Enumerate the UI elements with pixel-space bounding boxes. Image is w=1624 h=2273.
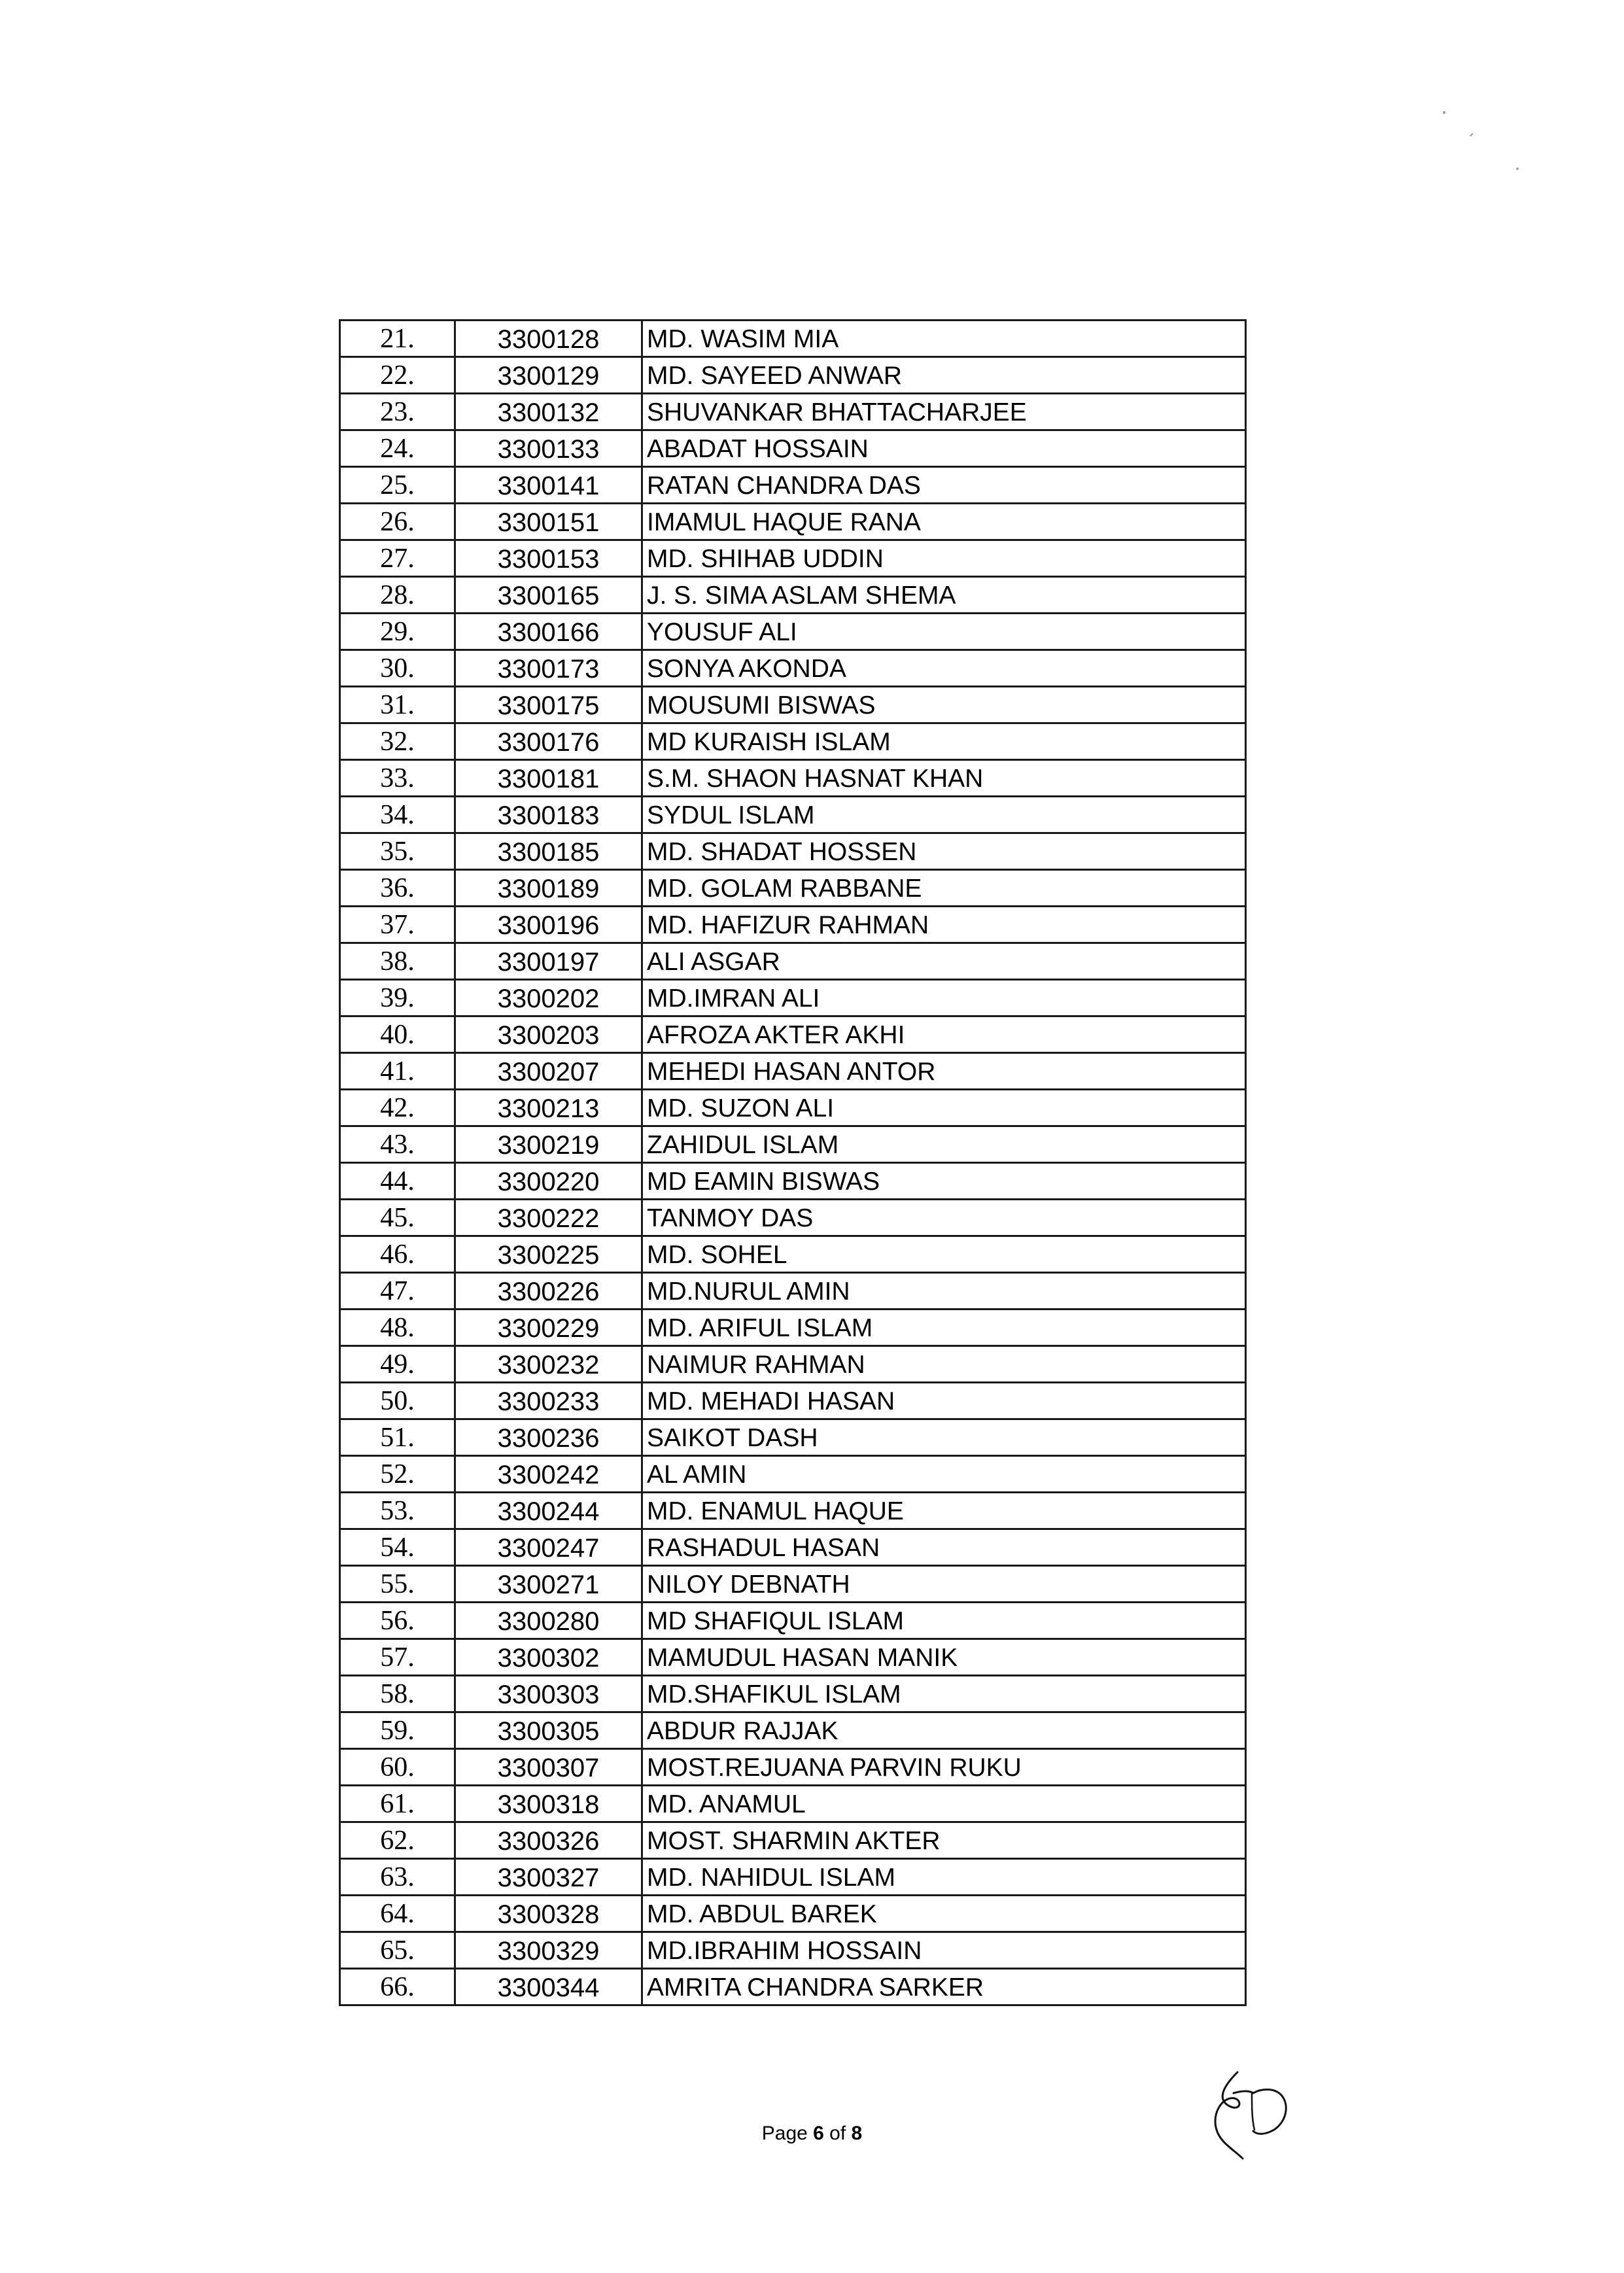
candidate-name-cell: MOST. SHARMIN AKTER — [642, 1822, 1246, 1859]
serial-number-cell: 47. — [340, 1273, 455, 1310]
serial-number-cell: 58. — [340, 1676, 455, 1712]
roll-number-cell: 3300244 — [455, 1493, 642, 1529]
candidate-name-cell: SHUVANKAR BHATTACHARJEE — [642, 394, 1246, 430]
candidate-name-cell: MD. HAFIZUR RAHMAN — [642, 907, 1246, 943]
candidate-name-cell: MD. GOLAM RABBANE — [642, 870, 1246, 907]
result-table — [339, 319, 1247, 2006]
candidate-name-cell: NILOY DEBNATH — [642, 1566, 1246, 1603]
table-row — [340, 1090, 1246, 1126]
table-row — [340, 1676, 1246, 1712]
candidate-name-cell: YOUSUF ALI — [642, 614, 1246, 650]
roll-number-cell: 3300242 — [455, 1456, 642, 1493]
serial-number-cell: 42. — [340, 1090, 455, 1126]
table-row — [340, 1053, 1246, 1090]
serial-number-cell: 34. — [340, 797, 455, 833]
roll-number-cell: 3300153 — [455, 540, 642, 577]
candidate-name-cell: MD. WASIM MIA — [642, 321, 1246, 357]
serial-number-cell: 29. — [340, 614, 455, 650]
table-row — [340, 1273, 1246, 1310]
serial-number-cell: 44. — [340, 1163, 455, 1200]
candidate-name-cell: MD. SHIHAB UDDIN — [642, 540, 1246, 577]
table-row — [340, 1419, 1246, 1456]
candidate-name-cell: SAIKOT DASH — [642, 1419, 1246, 1456]
roll-number-cell: 3300229 — [455, 1310, 642, 1346]
roll-number-cell: 3300318 — [455, 1786, 642, 1822]
page-current-number: 6 — [813, 2123, 824, 2144]
page-label-of: of — [823, 2123, 852, 2144]
signature-icon — [1197, 2067, 1302, 2165]
roll-number-cell: 3300305 — [455, 1712, 642, 1749]
roll-number-cell: 3300328 — [455, 1896, 642, 1932]
serial-number-cell: 21. — [340, 321, 455, 357]
candidate-name-cell: IMAMUL HAQUE RANA — [642, 504, 1246, 540]
table-row — [340, 1969, 1246, 2005]
table-row — [340, 723, 1246, 760]
table-row — [340, 1163, 1246, 1200]
table-row — [340, 980, 1246, 1016]
candidate-name-cell: MEHEDI HASAN ANTOR — [642, 1053, 1246, 1090]
roll-number-cell: 3300197 — [455, 943, 642, 980]
roll-number-cell: 3300196 — [455, 907, 642, 943]
serial-number-cell: 27. — [340, 540, 455, 577]
serial-number-cell: 49. — [340, 1346, 455, 1383]
serial-number-cell: 28. — [340, 577, 455, 614]
table-row — [340, 870, 1246, 907]
roll-number-cell: 3300181 — [455, 760, 642, 797]
candidate-name-cell: ABADAT HOSSAIN — [642, 430, 1246, 467]
serial-number-cell: 60. — [340, 1749, 455, 1786]
roll-number-cell: 3300132 — [455, 394, 642, 430]
table-row — [340, 467, 1246, 504]
candidate-name-cell: MD. SHADAT HOSSEN — [642, 833, 1246, 870]
table-row — [340, 1566, 1246, 1603]
table-row — [340, 1786, 1246, 1822]
serial-number-cell: 32. — [340, 723, 455, 760]
table-row — [340, 1749, 1246, 1786]
candidate-name-cell: MD. SAYEED ANWAR — [642, 357, 1246, 394]
roll-number-cell: 3300165 — [455, 577, 642, 614]
table-row — [340, 504, 1246, 540]
serial-number-cell: 23. — [340, 394, 455, 430]
candidate-name-cell: MD. SOHEL — [642, 1236, 1246, 1273]
candidate-name-cell: MD.IMRAN ALI — [642, 980, 1246, 1016]
table-row — [340, 943, 1246, 980]
candidate-name-cell: MOST.REJUANA PARVIN RUKU — [642, 1749, 1246, 1786]
candidate-name-cell: ABDUR RAJJAK — [642, 1712, 1246, 1749]
table-row — [340, 614, 1246, 650]
table-row — [340, 1016, 1246, 1053]
serial-number-cell: 62. — [340, 1822, 455, 1859]
candidate-name-cell: MOUSUMI BISWAS — [642, 687, 1246, 723]
roll-number-cell: 3300129 — [455, 357, 642, 394]
roll-number-cell: 3300189 — [455, 870, 642, 907]
candidate-name-cell: AFROZA AKTER AKHI — [642, 1016, 1246, 1053]
candidate-name-cell: ALI ASGAR — [642, 943, 1246, 980]
candidate-name-cell: MD. ARIFUL ISLAM — [642, 1310, 1246, 1346]
candidate-name-cell: ZAHIDUL ISLAM — [642, 1126, 1246, 1163]
table-row — [340, 1896, 1246, 1932]
candidate-name-cell: MD.NURUL AMIN — [642, 1273, 1246, 1310]
table-row — [340, 1126, 1246, 1163]
table-row — [340, 760, 1246, 797]
serial-number-cell: 46. — [340, 1236, 455, 1273]
candidate-name-cell: MD.IBRAHIM HOSSAIN — [642, 1932, 1246, 1969]
table-row — [340, 430, 1246, 467]
table-row — [340, 1712, 1246, 1749]
candidate-name-cell: MD.SHAFIKUL ISLAM — [642, 1676, 1246, 1712]
page-label-prefix: Page — [761, 2123, 814, 2144]
table-row — [340, 577, 1246, 614]
serial-number-cell: 65. — [340, 1932, 455, 1969]
table-row — [340, 394, 1246, 430]
page-footer — [0, 2123, 1624, 2145]
candidate-name-cell: MD KURAISH ISLAM — [642, 723, 1246, 760]
serial-number-cell: 63. — [340, 1859, 455, 1896]
table-row — [340, 357, 1246, 394]
table-row — [340, 833, 1246, 870]
candidate-name-cell: MD. MEHADI HASAN — [642, 1383, 1246, 1419]
roll-number-cell: 3300329 — [455, 1932, 642, 1969]
candidate-name-cell: S.M. SHAON HASNAT KHAN — [642, 760, 1246, 797]
roll-number-cell: 3300141 — [455, 467, 642, 504]
table-row — [340, 1603, 1246, 1639]
table-row — [340, 1493, 1246, 1529]
table-row — [340, 687, 1246, 723]
serial-number-cell: 41. — [340, 1053, 455, 1090]
serial-number-cell: 38. — [340, 943, 455, 980]
serial-number-cell: 52. — [340, 1456, 455, 1493]
candidate-name-cell: J. S. SIMA ASLAM SHEMA — [642, 577, 1246, 614]
roll-number-cell: 3300207 — [455, 1053, 642, 1090]
scan-specks-icon — [1432, 105, 1537, 183]
roll-number-cell: 3300220 — [455, 1163, 642, 1200]
roll-number-cell: 3300232 — [455, 1346, 642, 1383]
roll-number-cell: 3300203 — [455, 1016, 642, 1053]
candidate-name-cell: NAIMUR RAHMAN — [642, 1346, 1246, 1383]
roll-number-cell: 3300271 — [455, 1566, 642, 1603]
serial-number-cell: 22. — [340, 357, 455, 394]
serial-number-cell: 43. — [340, 1126, 455, 1163]
roll-number-cell: 3300302 — [455, 1639, 642, 1676]
serial-number-cell: 45. — [340, 1200, 455, 1236]
roll-number-cell: 3300233 — [455, 1383, 642, 1419]
serial-number-cell: 39. — [340, 980, 455, 1016]
candidate-name-cell: MD SHAFIQUL ISLAM — [642, 1603, 1246, 1639]
candidate-name-cell: MD EAMIN BISWAS — [642, 1163, 1246, 1200]
roll-number-cell: 3300344 — [455, 1969, 642, 2005]
serial-number-cell: 50. — [340, 1383, 455, 1419]
roll-number-cell: 3300133 — [455, 430, 642, 467]
roll-number-cell: 3300151 — [455, 504, 642, 540]
serial-number-cell: 56. — [340, 1603, 455, 1639]
candidate-name-cell: MD. NAHIDUL ISLAM — [642, 1859, 1246, 1896]
roll-number-cell: 3300175 — [455, 687, 642, 723]
roll-number-cell: 3300128 — [455, 321, 642, 357]
candidate-name-cell: MD. ABDUL BAREK — [642, 1896, 1246, 1932]
roll-number-cell: 3300225 — [455, 1236, 642, 1273]
serial-number-cell: 37. — [340, 907, 455, 943]
serial-number-cell: 25. — [340, 467, 455, 504]
roll-number-cell: 3300247 — [455, 1529, 642, 1566]
serial-number-cell: 61. — [340, 1786, 455, 1822]
candidate-name-cell: AMRITA CHANDRA SARKER — [642, 1969, 1246, 2005]
candidate-name-cell: MAMUDUL HASAN MANIK — [642, 1639, 1246, 1676]
roll-number-cell: 3300176 — [455, 723, 642, 760]
roll-number-cell: 3300166 — [455, 614, 642, 650]
table-row — [340, 1200, 1246, 1236]
roll-number-cell: 3300280 — [455, 1603, 642, 1639]
serial-number-cell: 54. — [340, 1529, 455, 1566]
roll-number-cell: 3300202 — [455, 980, 642, 1016]
table-row — [340, 1859, 1246, 1896]
roll-number-cell: 3300222 — [455, 1200, 642, 1236]
serial-number-cell: 26. — [340, 504, 455, 540]
serial-number-cell: 53. — [340, 1493, 455, 1529]
candidate-name-cell: SYDUL ISLAM — [642, 797, 1246, 833]
candidate-name-cell: MD. ANAMUL — [642, 1786, 1246, 1822]
roll-number-cell: 3300213 — [455, 1090, 642, 1126]
roll-number-cell: 3300173 — [455, 650, 642, 687]
serial-number-cell: 33. — [340, 760, 455, 797]
serial-number-cell: 66. — [340, 1969, 455, 2005]
roll-number-cell: 3300327 — [455, 1859, 642, 1896]
serial-number-cell: 55. — [340, 1566, 455, 1603]
table-row — [340, 650, 1246, 687]
serial-number-cell: 57. — [340, 1639, 455, 1676]
candidate-name-cell: SONYA AKONDA — [642, 650, 1246, 687]
roll-number-cell: 3300183 — [455, 797, 642, 833]
serial-number-cell: 40. — [340, 1016, 455, 1053]
serial-number-cell: 36. — [340, 870, 455, 907]
table-row — [340, 1932, 1246, 1969]
candidate-name-cell: TANMOY DAS — [642, 1200, 1246, 1236]
table-row — [340, 1456, 1246, 1493]
table-row — [340, 1310, 1246, 1346]
table-row — [340, 1236, 1246, 1273]
table-row — [340, 1529, 1246, 1566]
candidate-name-cell: AL AMIN — [642, 1456, 1246, 1493]
table-row — [340, 1639, 1246, 1676]
table-row — [340, 1383, 1246, 1419]
roll-number-cell: 3300307 — [455, 1749, 642, 1786]
result-table-body — [340, 321, 1246, 2005]
roll-number-cell: 3300185 — [455, 833, 642, 870]
serial-number-cell: 64. — [340, 1896, 455, 1932]
table-row — [340, 1822, 1246, 1859]
table-row — [340, 1346, 1246, 1383]
table-row — [340, 907, 1246, 943]
serial-number-cell: 24. — [340, 430, 455, 467]
candidate-name-cell: MD. ENAMUL HAQUE — [642, 1493, 1246, 1529]
roll-number-cell: 3300236 — [455, 1419, 642, 1456]
roll-number-cell: 3300226 — [455, 1273, 642, 1310]
serial-number-cell: 48. — [340, 1310, 455, 1346]
serial-number-cell: 35. — [340, 833, 455, 870]
table-row — [340, 540, 1246, 577]
candidate-name-cell: RATAN CHANDRA DAS — [642, 467, 1246, 504]
table-row — [340, 797, 1246, 833]
roll-number-cell: 3300326 — [455, 1822, 642, 1859]
serial-number-cell: 31. — [340, 687, 455, 723]
serial-number-cell: 30. — [340, 650, 455, 687]
serial-number-cell: 51. — [340, 1419, 455, 1456]
page-total-number: 8 — [851, 2123, 863, 2144]
serial-number-cell: 59. — [340, 1712, 455, 1749]
roll-number-cell: 3300303 — [455, 1676, 642, 1712]
roll-number-cell: 3300219 — [455, 1126, 642, 1163]
candidate-name-cell: MD. SUZON ALI — [642, 1090, 1246, 1126]
table-row — [340, 321, 1246, 357]
candidate-name-cell: RASHADUL HASAN — [642, 1529, 1246, 1566]
